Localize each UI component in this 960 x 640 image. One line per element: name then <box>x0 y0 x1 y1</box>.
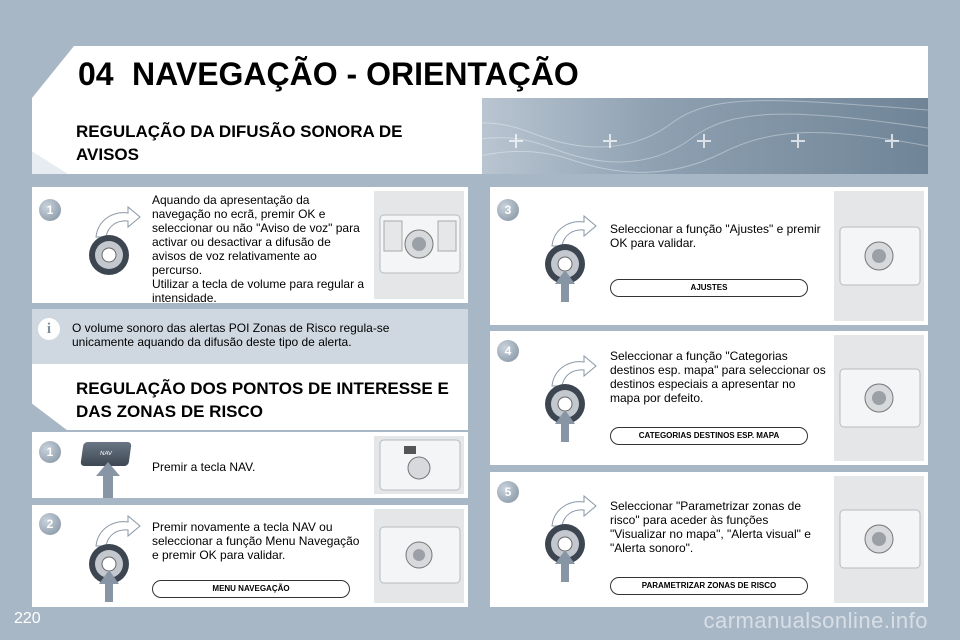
section2-title: REGULAÇÃO DOS PONTOS DE INTERESSE E DAS ZONAS DE RISCO <box>76 379 449 421</box>
section1-title: REGULAÇÃO DA DIFUSÃO SONORA DE AVISOS <box>76 122 403 164</box>
step-badge: 2 <box>39 513 61 535</box>
radio-image <box>374 436 464 494</box>
radio-image <box>834 191 924 321</box>
radio-unit-icon <box>374 509 464 603</box>
info-text: O volume sonoro das alertas POI Zonas de Risco regula-se unicamente aquando da difusão deste tipo de alerta. <box>72 321 390 349</box>
knob-icon <box>540 492 600 582</box>
knob-icon <box>84 203 144 293</box>
menu-label-pill: PARAMETRIZAR ZONAS DE RISCO <box>610 577 808 595</box>
section2-step3-text: Seleccionar a função "Ajustes" e premir OK para validar. <box>610 222 821 250</box>
header-notch <box>32 46 74 98</box>
step-badge: 1 <box>39 199 61 221</box>
radio-image <box>374 191 464 299</box>
radio-unit-icon <box>834 476 924 603</box>
radio-unit-icon <box>834 191 924 321</box>
chapter-number: 04 <box>78 56 114 92</box>
section2-step2-text: Premir novamente a tecla NAV ou seleccionar a função Menu Navegação e premir OK para validar. <box>152 520 360 562</box>
radio-unit-icon <box>374 436 464 494</box>
knob-icon <box>84 512 144 602</box>
page-number: 220 <box>14 610 41 627</box>
section2-step1-text: Premir a tecla NAV. <box>152 460 256 474</box>
radio-image <box>834 476 924 603</box>
watermark: carmanualsonline.info <box>703 608 928 633</box>
radio-unit-icon <box>374 191 464 299</box>
step-badge: 1 <box>39 441 61 463</box>
step-badge: 4 <box>497 340 519 362</box>
chapter-title: NAVEGAÇÃO - ORIENTAÇÃO <box>132 56 579 92</box>
radio-unit-icon <box>834 335 924 461</box>
knob-icon <box>540 212 600 302</box>
radio-image <box>374 509 464 603</box>
nav-key: NAV <box>80 442 131 466</box>
section2-step4-text: Seleccionar a função "Categorias destinos esp. mapa" para seleccionar os destinos especiais a apresentar no mapa por defeito. <box>610 349 826 405</box>
radio-image <box>834 335 924 461</box>
info-icon: i <box>38 318 60 340</box>
up-arrow-icon <box>94 462 122 498</box>
step-badge: 3 <box>497 199 519 221</box>
section1-step1-text: Aquando da apresentação da navegação no ecrã, premir OK e seleccionar ou não "Aviso de voz" para activar ou desactivar a difusão de avisos de voz relativamente ao percurso. Utilizar a tecla de volume para regular a intensidade. <box>152 193 365 305</box>
step-badge: 5 <box>497 481 519 503</box>
menu-label-pill: MENU NAVEGAÇÃO <box>152 580 350 598</box>
knob-icon <box>540 352 600 442</box>
menu-label-pill: AJUSTES <box>610 279 808 297</box>
menu-label-pill: CATEGORIAS DESTINOS ESP. MAPA <box>610 427 808 445</box>
section2-step5-text: Seleccionar "Parametrizar zonas de risco" para aceder às funções "Visualizar no mapa", "Alerta visual" e "Alerta sonoro". <box>610 499 811 555</box>
